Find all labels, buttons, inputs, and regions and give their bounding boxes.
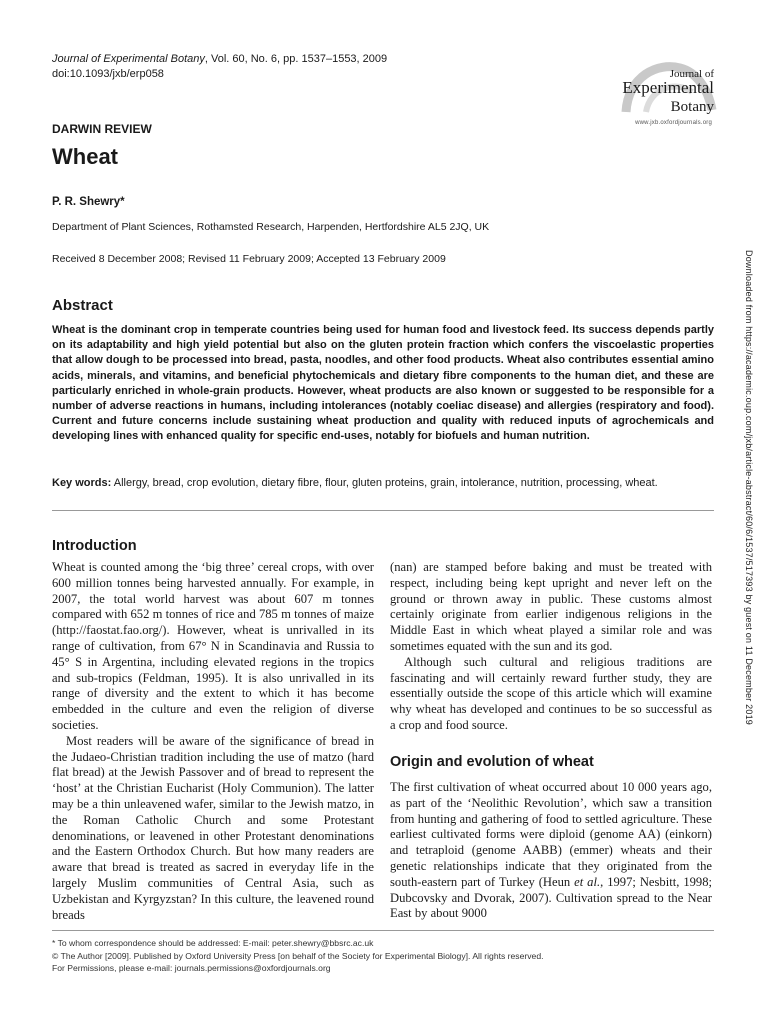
keywords-text: Allergy, bread, crop evolution, dietary fibre, flour, gluten proteins, grain, intolerance, nutrition, processing, wheat. — [111, 477, 658, 489]
footnote-copyright: © The Author [2009]. Published by Oxford University Press [on behalf of the Society for Experimental Biology]. All rights reserved. — [52, 950, 544, 961]
journal-logo — [596, 58, 736, 130]
origin-et-al: et al. — [574, 874, 601, 889]
left-column — [52, 560, 374, 923]
footnote-permissions: For Permissions, please e-mail: journals.permissions@oxfordjournals.org — [52, 963, 331, 973]
article-title: Wheat — [52, 144, 118, 169]
origin-text-b: , 1997; Nesbitt, 1998; Dubcovsky and Dvorak, 2007). Cultivation spread to the Near East by about 9000 — [390, 874, 712, 921]
abstract-text: Wheat is the dominant crop in temperate countries being used for human food and livestock feed. Its success depends partly on its adaptability and high yield potential but also on the gluten protein fraction which confers the viscoelastic properties that allow dough to be processed into bread, pasta, noodles, and other food products. Wheat also contributes essential amino acids, minerals, and vitamins, and beneficial phytochemicals and dietary fibre components to the human diet, and these are particularly enriched in whole-grain products. However, wheat products are also known or suggested to be responsible for a number of adverse reactions in humans, including intolerances (notably coeliac disease) and allergies (respiratory and food). Current and future concerns include sustaining wheat production and quality with reduced inputs of agrochemicals and developing lines with enhanced quality for specific end-uses, notably for biofuels and human nutrition. — [52, 324, 714, 443]
origin-column — [390, 780, 712, 922]
origin-text-a: The first cultivation of wheat occurred about 10 000 years ago, as part of the ‘Neolithic Revolution’, which saw a transition from hunting and gathering of food to settled agriculture. These earliest cultivated forms were diploid (genome AA) (einkorn) and tetraploid (genome AABB) (emmer) wheats and their genetic relationships indicate that they originated from the south-eastern part of Turkey (Heun — [390, 780, 712, 889]
affiliation: Department of Plant Sciences, Rothamsted Research, Harpenden, Hertfordshire AL5 2JQ, UK — [52, 221, 490, 233]
intro-paragraph-4: Although such cultural and religious traditions are fascinating and will certainly reward further study, they are essentially outside the scope of this article which will examine why wheat has developed and continues to be so successful as a crop and food source. — [390, 654, 712, 732]
right-column — [390, 560, 712, 734]
download-watermark: Downloaded from https://academic.oup.com/jxb/article-abstract/60/6/1537/517393 by guest on 11 December 2019 — [744, 250, 754, 725]
footnotes — [52, 937, 544, 975]
keywords-label: Key words: — [52, 477, 112, 489]
intro-paragraph-1: Wheat is counted among the ‘big three’ cereal crops, with over 600 million tonnes being harvested annually. For example, in 2007, the total world harvest was about 607 m tonnes compared with 652 m tonnes of rice and 785 m tonnes of maize (http://faostat.fao.org/). However, wheat is unrivalled in its range of cultivation, from 67° N in Scandinavia and Russia to 45° S in Argentina, including elevated regions in the tropics and sub-tropics (Feldman, 1995). It is also unrivalled in its range of diversity and the extent to which it has become embedded in the culture and even the religion of diverse societies. — [52, 560, 374, 732]
doi: doi:10.1093/jxb/erp058 — [52, 68, 164, 80]
section-label: DARWIN REVIEW — [52, 122, 152, 136]
received-dates: Received 8 December 2008; Revised 11 February 2009; Accepted 13 February 2009 — [52, 253, 446, 265]
logo-line-3: Botany — [670, 99, 714, 115]
footnote-divider — [52, 930, 714, 931]
introduction-heading: Introduction — [52, 538, 137, 554]
origin-paragraph-1 — [390, 780, 712, 922]
logo-url: www.jxb.oxfordjournals.org — [635, 120, 712, 126]
origin-heading: Origin and evolution of wheat — [390, 754, 594, 770]
footnote-correspondence: * To whom correspondence should be addressed: E-mail: peter.shewry@bbsrc.ac.uk — [52, 938, 374, 948]
logo-line-2: Experimental — [622, 78, 714, 97]
journal-citation — [52, 52, 387, 82]
abstract-heading: Abstract — [52, 297, 113, 314]
citation-details: , Vol. 60, No. 6, pp. 1537–1553, 2009 — [204, 53, 388, 65]
keywords — [52, 477, 714, 489]
intro-paragraph-3: (nan) are stamped before baking and must be treated with respect, including being kept upright and never left on the ground or thrown away in public. These customs almost certainly originate from earlier indigenous religions in the Middle East in which wheat played a similar role and was sometimes equated with the sun and its god. — [390, 560, 712, 653]
journal-name: Journal of Experimental Botany — [52, 53, 205, 65]
abstract-divider — [52, 510, 714, 511]
logo-line-1: Journal of — [669, 68, 714, 80]
intro-paragraph-2: Most readers will be aware of the significance of bread in the Judaeo-Christian tradition including the use of matzo (hard flat bread) at the Jewish Passover and of bread to represent the ‘host’ at the Christian Eucharist (Holy Communion). The latter may be a thin unleavened wafer, similar to the Jewish matzo, in the Roman Catholic Church and some Protestant denominations, or leavened in other Protestant denominations and the Eastern Orthodox Church. But how many readers are aware that bread is treated as sacred in everyday life in the largely Muslim communities of Central Asia, such as Uzbekistan and Kyrgyzstan? In this culture, the leavened round breads — [52, 733, 374, 922]
author: P. R. Shewry* — [52, 196, 125, 208]
